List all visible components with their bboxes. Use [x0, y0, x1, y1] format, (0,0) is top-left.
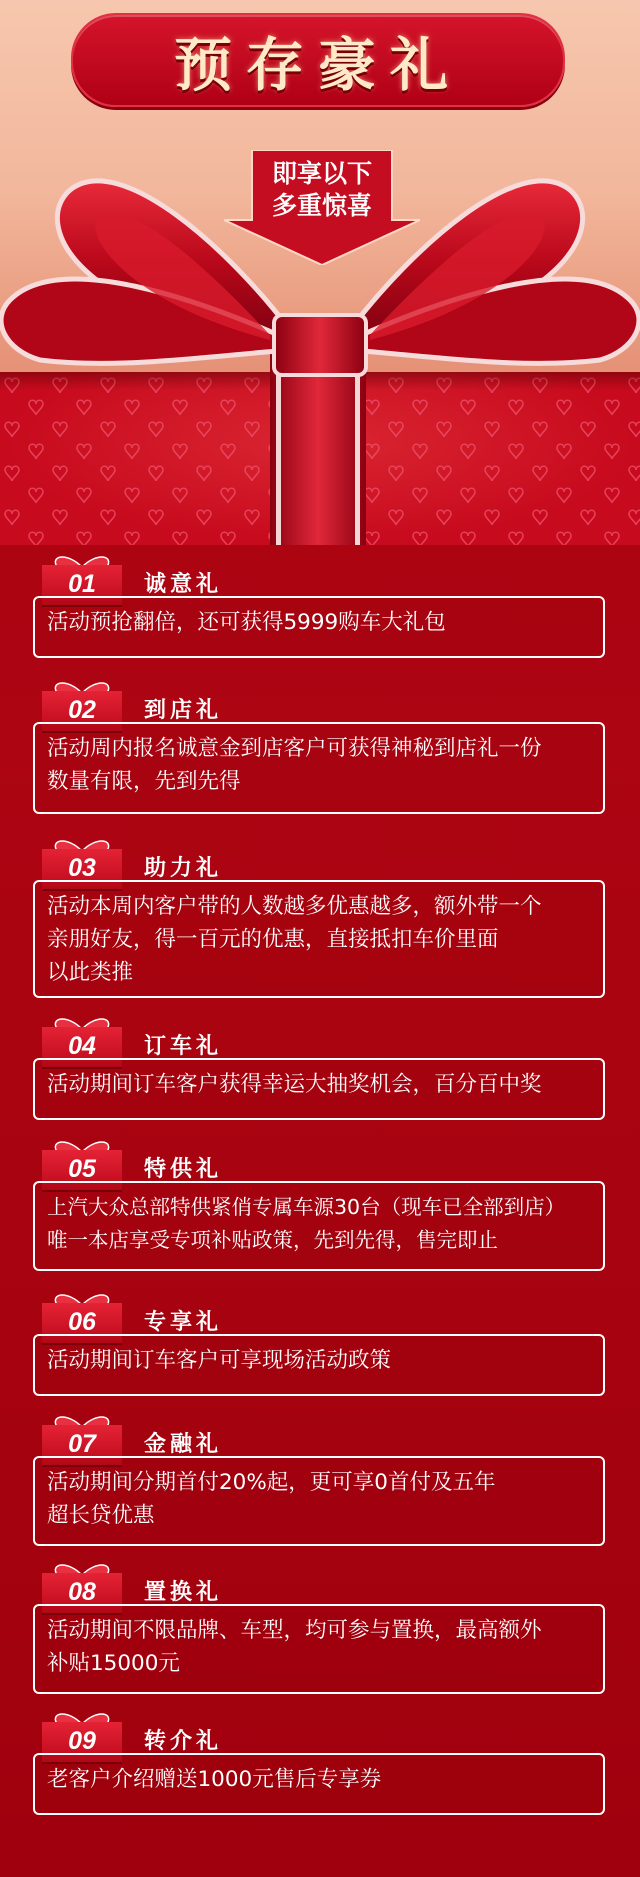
item-number: 09: [68, 1727, 96, 1755]
item-text: 老客户介绍赠送1000元售后专享券: [47, 1767, 382, 1792]
item-box: [33, 880, 605, 998]
item-text: 活动期间订车客户可享现场活动政策: [47, 1348, 392, 1373]
item-title: 专享礼: [144, 1310, 223, 1335]
item-box: [33, 1604, 605, 1694]
item-text: 活动本周内客户带的人数越多优惠越多，额外带一个 亲朋好友，得一百元的优惠，直接抵扣车价里面 以此类推: [47, 894, 542, 985]
item-number: 01: [68, 570, 96, 598]
item-title: 订车礼: [144, 1034, 223, 1059]
item-title: 转介礼: [144, 1729, 223, 1754]
item-title: 置换礼: [144, 1580, 223, 1605]
item-number: 04: [68, 1032, 96, 1060]
item-text: 活动期间分期首付20%起，更可享0首付及五年 超长贷优惠: [47, 1470, 496, 1528]
item-number: 08: [68, 1578, 96, 1606]
item-title: 到店礼: [144, 698, 223, 723]
item-box: [33, 1058, 605, 1120]
item-title: 金融礼: [144, 1432, 223, 1457]
item-box: [33, 1181, 605, 1271]
item-number: 05: [68, 1155, 96, 1183]
item-number: 07: [68, 1430, 96, 1458]
item-box: [33, 1334, 605, 1396]
item-box: [33, 1753, 605, 1815]
item-text: 活动周内报名诚意金到店客户可获得神秘到店礼一份 数量有限，先到先得: [47, 736, 542, 794]
item-title: 助力礼: [144, 856, 223, 881]
item-title: 特供礼: [144, 1157, 223, 1182]
item-box: [33, 722, 605, 814]
item-box: [33, 596, 605, 658]
item-box: [33, 1456, 605, 1546]
arrow-line-2: 多重惊喜: [271, 191, 372, 220]
item-text: 活动期间不限品牌、车型，均可参与置换，最高额外 补贴15000元: [47, 1618, 542, 1676]
item-number: 03: [68, 854, 96, 882]
item-number: 06: [68, 1308, 96, 1336]
page-title: 预存豪礼: [173, 31, 462, 99]
item-text: 上汽大众总部特供紧俏专属车源30台（现车已全部到店） 唯一本店享受专项补贴政策，先到先得，售完即止: [47, 1195, 566, 1252]
arrow-line-1: 即享以下: [271, 159, 372, 188]
item-text: 活动期间订车客户获得幸运大抽奖机会，百分百中奖: [47, 1072, 542, 1097]
item-number: 02: [68, 696, 96, 724]
item-title: 诚意礼: [144, 572, 223, 597]
item-text: 活动预抢翻倍，还可获得5999购车大礼包: [47, 610, 446, 635]
